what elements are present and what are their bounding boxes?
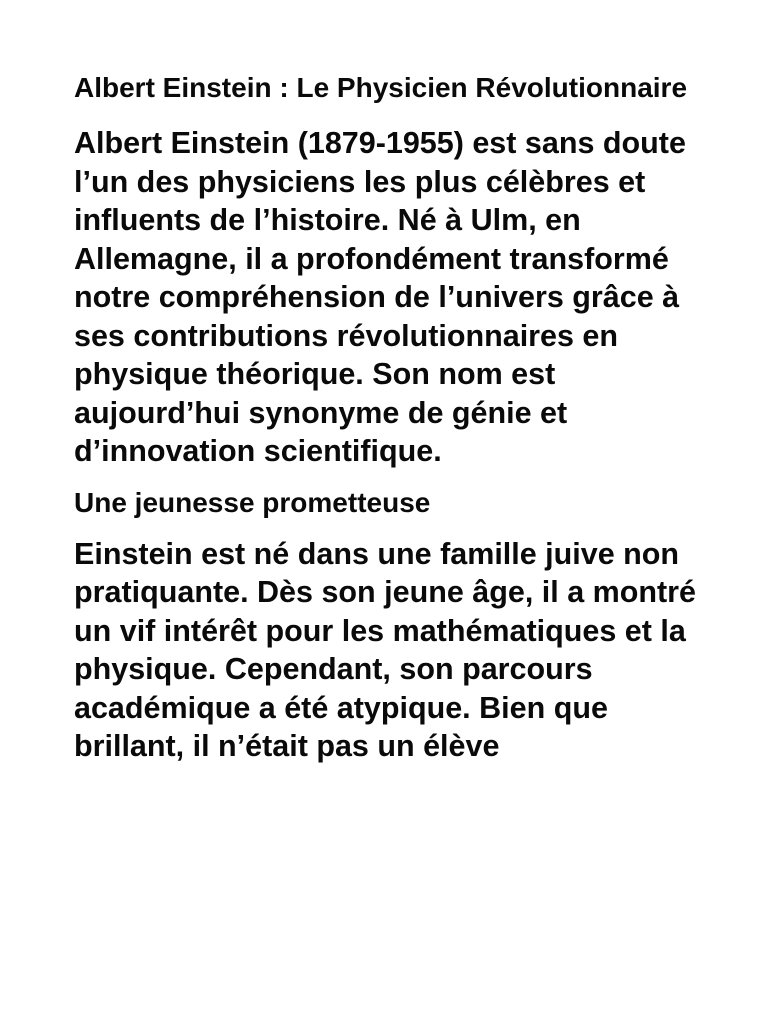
section-heading: Une jeunesse prometteuse bbox=[74, 486, 431, 518]
intro-paragraph: Albert Einstein (1879-1955) est sans doute l’un des physiciens les plus célèbres et influents de l’histoire. Né à Ulm, en Allemagne, il a profondément transformé notre compréhension de l’univers grâce à ses contributions révolutionnaires en physique théorique. Son nom est aujourd’hui synonyme de génie et d’innovation scientifique. bbox=[74, 126, 686, 468]
section-paragraph: Einstein est né dans une famille juive non pratiquante. Dès son jeune âge, il a montré un vif intérêt pour les mathématiques et la physique. Cependant, son parcours académique a été atypique. Bien que brillant, il n’était pas un élève bbox=[74, 536, 697, 763]
document-page bbox=[74, 70, 714, 766]
document-title: Albert Einstein : Le Physicien Révolutionnaire bbox=[74, 72, 688, 103]
